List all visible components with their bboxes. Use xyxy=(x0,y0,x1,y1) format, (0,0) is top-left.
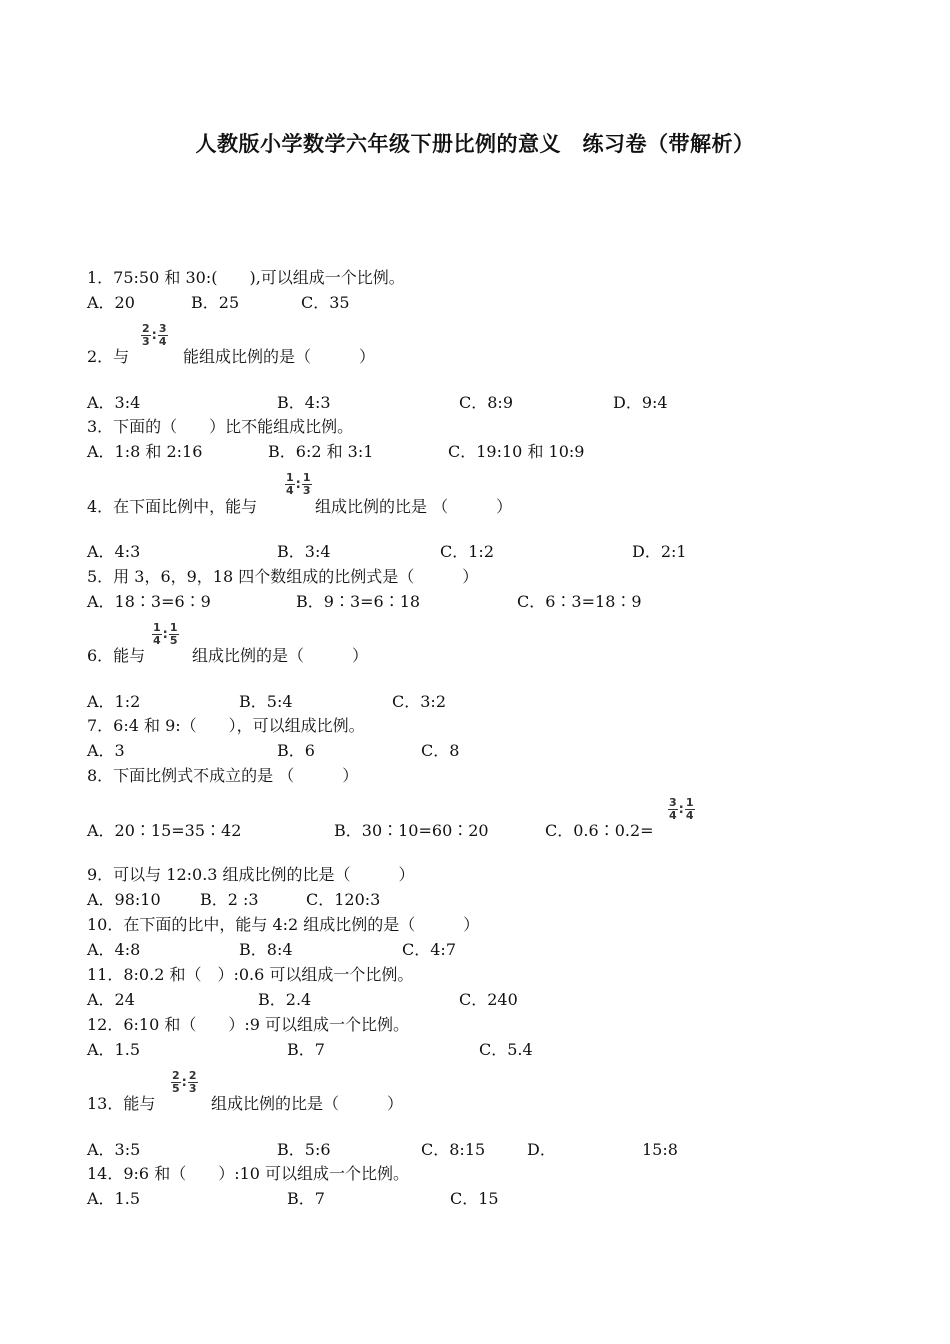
question-10-options xyxy=(87,939,887,961)
question-2-stem: 2．与 能组成比例的是（ ） xyxy=(87,347,376,366)
question-5-stem: 5．用 3，6，9，18 四个数组成的比例式是（ ） xyxy=(87,567,479,586)
option-d: D．9:4 xyxy=(613,393,668,412)
option-c: C．5.4 xyxy=(479,1040,533,1059)
question-4-options xyxy=(87,541,887,563)
fraction: $\frac{1}{3}$ xyxy=(302,471,311,497)
option-c: C．0.6∶0.2= xyxy=(545,821,654,840)
question-5-options xyxy=(87,591,887,613)
fraction: $\frac{1}{4}$ xyxy=(286,471,294,497)
option-c: C．35 xyxy=(301,293,350,312)
question-3-options xyxy=(87,441,887,463)
option-c: C．6∶3=18∶9 xyxy=(517,592,642,611)
question-6-options xyxy=(87,691,887,713)
option-b: B．5:4 xyxy=(239,692,293,711)
option-c: C．3:2 xyxy=(392,692,446,711)
option-d: D．2:1 xyxy=(632,542,687,561)
question-7-options xyxy=(87,740,887,762)
fraction: $\frac{3}{4}$ xyxy=(158,322,167,348)
option-b: B．7 xyxy=(287,1040,325,1059)
question-10-stem: 10．在下面的比中，能与 4:2 组成比例的是（ ） xyxy=(87,915,480,934)
fraction: $\frac{1}{4}$ xyxy=(685,796,694,822)
question-12-stem: 12．6:10 和（ ）:9 可以组成一个比例。 xyxy=(87,1015,410,1034)
option-a: A．1:8 和 2:16 xyxy=(87,442,203,461)
ratio-fraction-q4: $\frac{1}{4}$ : $\frac{1}{3}$ xyxy=(286,471,311,497)
option-b: B．2 :3 xyxy=(200,890,259,909)
option-b: B．9∶3=6∶18 xyxy=(296,592,421,611)
option-a: A．3:5 xyxy=(87,1140,141,1159)
option-c: C．1:2 xyxy=(440,542,494,561)
fraction: $\frac{3}{4}$ xyxy=(669,796,677,822)
option-a: A．4:8 xyxy=(87,940,141,959)
option-a: A．3:4 xyxy=(87,393,141,412)
ratio-fraction-q8: $\frac{3}{4}$ : $\frac{1}{4}$ xyxy=(669,796,694,822)
question-1-stem: 1．75:50 和 30:( ),可以组成一个比例。 xyxy=(87,268,405,287)
option-a: A．3 xyxy=(87,741,125,760)
option-c: C．19:10 和 10:9 xyxy=(448,442,585,461)
question-14-stem: 14．9:6 和（ ）:10 可以组成一个比例。 xyxy=(87,1164,410,1183)
question-7-stem: 7．6:4 和 9:（ ），可以组成比例。 xyxy=(87,716,365,735)
question-6-stem: 6．能与 组成比例的是（ ） xyxy=(87,646,369,665)
option-d-value: 15:8 xyxy=(642,1140,678,1159)
question-13-stem: 13．能与 组成比例的比是（ ） xyxy=(87,1094,404,1113)
ratio-fraction-q2: $\frac{2}{3}$ : $\frac{3}{4}$ xyxy=(142,322,167,348)
question-3-stem: 3．下面的（ ）比不能组成比例。 xyxy=(87,417,354,436)
question-2-options xyxy=(87,392,887,414)
option-d: D． xyxy=(527,1140,556,1159)
fraction: $\frac{2}{5}$ xyxy=(172,1069,180,1095)
question-9-stem: 9．可以与 12:0.3 组成比例的比是（ ） xyxy=(87,865,415,884)
question-14-options xyxy=(87,1188,887,1210)
option-a: A．1.5 xyxy=(87,1040,141,1059)
ratio-fraction-q13: $\frac{2}{5}$ : $\frac{2}{3}$ xyxy=(172,1069,197,1095)
question-8-options xyxy=(87,820,887,842)
question-11-options xyxy=(87,989,887,1011)
option-b: B．7 xyxy=(287,1189,325,1208)
option-a: A．18∶3=6∶9 xyxy=(87,592,211,611)
fraction: $\frac{2}{3}$ xyxy=(188,1069,197,1095)
question-9-options xyxy=(87,889,887,911)
option-a: A．98:10 xyxy=(87,890,161,909)
option-b: B．5:6 xyxy=(277,1140,331,1159)
option-c: C．8 xyxy=(421,741,460,760)
option-a: A．20∶15=35∶42 xyxy=(87,821,242,840)
option-c: C．120:3 xyxy=(306,890,381,909)
option-c: C．4:7 xyxy=(402,940,456,959)
option-b: B．6 xyxy=(277,741,315,760)
question-11-stem: 11．8:0.2 和（ ）:0.6 可以组成一个比例。 xyxy=(87,965,414,984)
option-a: A．24 xyxy=(87,990,135,1009)
option-b: B．2.4 xyxy=(258,990,312,1009)
option-c: C．240 xyxy=(459,990,518,1009)
question-4-stem: 4．在下面比例中，能与 组成比例的比是 （ ） xyxy=(87,497,513,516)
question-13-options xyxy=(87,1139,887,1161)
option-c: C．8:9 xyxy=(459,393,513,412)
option-b: B．4:3 xyxy=(277,393,331,412)
question-12-options xyxy=(87,1039,887,1061)
fraction: $\frac{1}{5}$ xyxy=(169,621,178,647)
option-c: C．8:15 xyxy=(421,1140,486,1159)
option-b: B．3:4 xyxy=(277,542,331,561)
option-a: A．20 xyxy=(87,293,135,312)
option-b: B．8:4 xyxy=(239,940,293,959)
option-a: A．1:2 xyxy=(87,692,141,711)
ratio-fraction-q6: $\frac{1}{4}$ : $\frac{1}{5}$ xyxy=(153,621,178,647)
fraction: $\frac{2}{3}$ xyxy=(142,322,150,348)
option-b: B．25 xyxy=(191,293,240,312)
question-1-options xyxy=(87,292,887,314)
page-title: 人教版小学数学六年级下册比例的意义 练习卷（带解析） xyxy=(195,132,755,156)
option-a: A．1.5 xyxy=(87,1189,141,1208)
option-b: B．30∶10=60∶20 xyxy=(334,821,489,840)
option-b: B．6:2 和 3:1 xyxy=(268,442,374,461)
fraction: $\frac{1}{4}$ xyxy=(153,621,161,647)
question-8-stem: 8．下面比例式不成立的是 （ ） xyxy=(87,766,359,785)
option-a: A．4:3 xyxy=(87,542,141,561)
option-c: C．15 xyxy=(450,1189,499,1208)
